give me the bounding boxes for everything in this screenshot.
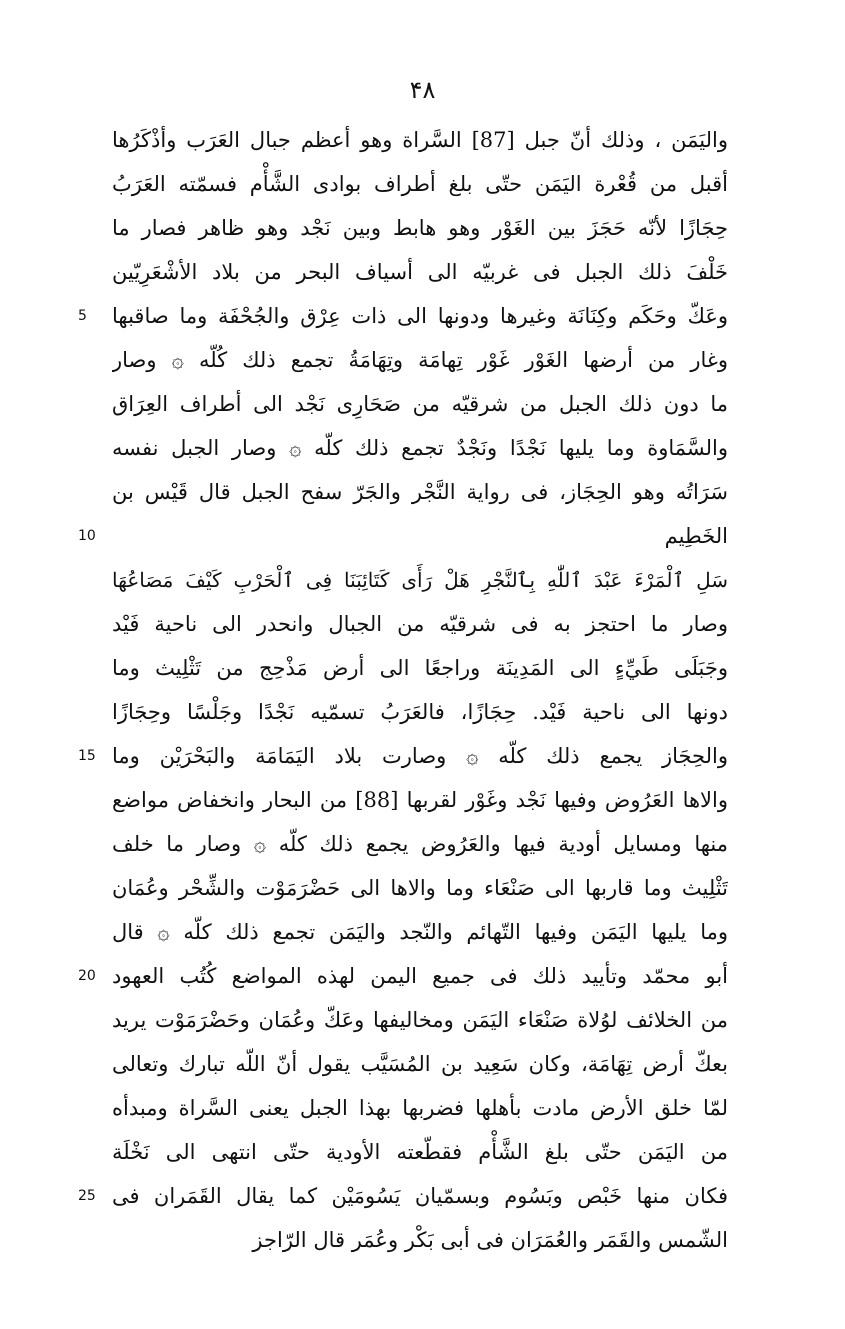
text-line: ما دون ذلك الجبل من شرقيّه من صَحَارِى نَجْد الى أطراف العِرَاق — [112, 392, 728, 416]
text-body — [112, 118, 728, 1262]
text-line: منها ومسايل أودية فيها والعَرُوض يجمع ذلك كلّه ۞ وصار ما خلف — [112, 832, 728, 856]
line-number: 10 — [78, 528, 96, 544]
text-line: والاها العَرُوض وفيها نَجْد وغَوْر لقربها [88] من البحار وانخفاض مواضع — [112, 788, 728, 812]
line-number: 20 — [78, 968, 96, 984]
text-line: وجَبَلَى طَيِّءٍ الى المَدِينَة وراجعًا الى أرض مَذْحِج من تَثْلِيث وما — [112, 656, 728, 680]
text-line: الخَطِيم — [664, 524, 728, 548]
text-line: سَلِ ٱلْمَرْءَ عَبْدَ ٱللّٰهِ بِٱلنَّجْرِ هَلْ رَأَى كَتَائِبَنَا فِى ٱلْحَرْبِ كَيْفَ مَصَاعُهَا — [112, 568, 728, 592]
text-line: وصار ما احتجز به فى شرقيّه من الجبال وانحدر الى ناحية فَيْد — [112, 612, 728, 636]
text-line: سَرَاتُه وهو الحِجَاز، فى رواية النَّجْر والجَرّ سفح الجبل قال قَيْس بن — [112, 480, 728, 504]
text-line: والحِجَاز يجمع ذلك كلّه ۞ وصارت بلاد اليَمَامَة والبَحْرَيْن وما — [112, 744, 728, 768]
text-line: وغار من أرضها الغَوْر غَوْر تِهامَة وتِهَامَةُ تجمع ذلك كُلّه ۞ وصار — [112, 348, 728, 372]
text-line: بعكّ أرض تِهَامَة، وكان سَعِيد بن المُسَيَّب يقول أنّ اللّه تبارك وتعالى — [112, 1052, 728, 1076]
text-line: والسَّمَاوة وما يليها نَجْدًا ونَجْدٌ تجمع ذلك كلّه ۞ وصار الجبل نفسه — [112, 436, 728, 460]
text-line: من الخلائف لوُلاة صَنْعَاء اليَمَن ومخاليفها وعَكّ وعُمَان وحَضْرَمَوْت يريد — [112, 1008, 728, 1032]
text-line: من اليَمَن حتّى بلغ الشَّأْم فقطّعته الأودية حتّى انتهى الى نَخْلَة — [112, 1140, 728, 1164]
text-line: أقبل من قُعْرة اليَمَن حتّى بلغ أطراف بوادى الشَّأْم فسمّته العَرَبُ — [112, 172, 728, 196]
text-line: فكان منها خَبْص وبَسُوم وبسمّيان يَسُومَيْن كما يقال القَمَران فى — [112, 1184, 728, 1208]
text-line: حِجَازًا لأنّه حَجَزَ بين الغَوْر وهو هابط وبين نَجْد وهو ظاهر فصار ما — [112, 216, 728, 240]
text-line: لمّا خلق الأرض مادت بأهلها فضربها بهذا الجبل يعنى السَّراة ومبدأه — [112, 1096, 728, 1120]
text-line: وعَكّ وحَكَم وكِنَانَة وغيرها ودونها الى ذات عِرْق والجُحْفَة وما صاقبها — [112, 304, 728, 328]
text-line: أبو محمّد وتأييد ذلك فى جميع اليمن لهذه المواضع كُتُب العهود — [112, 964, 728, 988]
text-line: وما يليها اليَمَن وفيها التّهائم والنّجد واليَمَن تجمع ذلك كلّه ۞ قال — [112, 920, 728, 944]
text-line: خَلْفَ ذلك الجبل فى غربيّه الى أسياف البحر من بلاد الأشْعَرِيّين — [112, 260, 728, 284]
text-line: دونها الى ناحية فَيْد. حِجَازًا، فالعَرَبُ تسمّيه نَجْدًا وجَلْسًا وحِجَازًا — [112, 700, 728, 724]
line-number: 25 — [78, 1188, 96, 1204]
text-line: الشّمس والقَمَر والعُمَرَان فى أبى بَكْر وعُمَر قال الرّاجز — [252, 1228, 728, 1252]
page-number: ۴۸ — [409, 76, 436, 104]
line-number: 15 — [78, 748, 96, 764]
text-line: تَثْلِيث وما قاربها الى صَنْعَاء وما والاها الى حَضْرَمَوْت والشِّحْر وعُمَان — [112, 876, 728, 900]
text-line: واليَمَن ، وذلك أنّ جبل [87] السَّراة وهو أعظم جبال العَرَب وأذْكَرُها — [112, 128, 728, 152]
line-number: 5 — [78, 308, 87, 324]
